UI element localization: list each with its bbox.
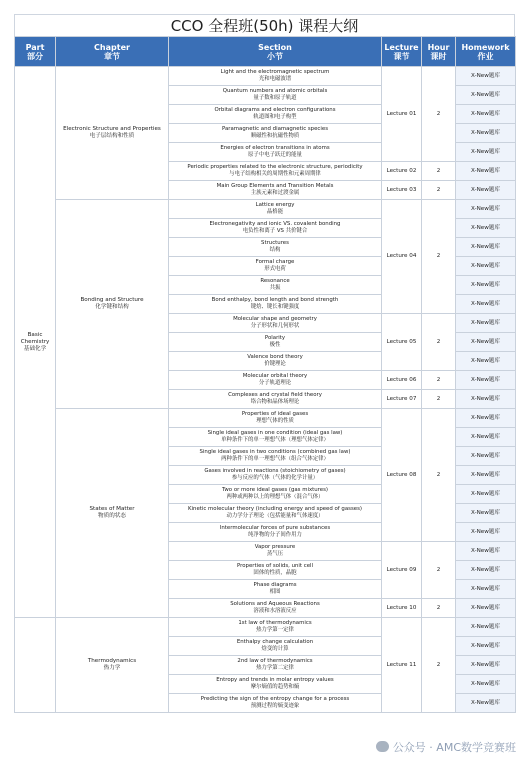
homework-cell: X-New题库	[456, 219, 516, 238]
homework-cell: X-New题库	[456, 67, 516, 86]
homework-cell: X-New题库	[456, 314, 516, 333]
lecture-cell: Lecture 08	[382, 409, 422, 542]
homework-cell: X-New题库	[456, 466, 516, 485]
homework-cell: X-New题库	[456, 162, 516, 181]
header-hour: Hour 课时	[422, 37, 456, 67]
lecture-cell: Lecture 05	[382, 314, 422, 371]
part-cell: Basic Chemistry 基础化学	[15, 67, 56, 618]
section-cell: Electronegativity and ionic VS. covalent bonding 电负性和离子 VS 共价键合	[169, 219, 382, 238]
hour-cell: 2	[422, 200, 456, 314]
section-cell: Single ideal gases in two conditions (combined gas law) 两种条件下的单一理想气体（组合气体定律）	[169, 447, 382, 466]
section-cell: Polarity 极性	[169, 333, 382, 352]
homework-cell: X-New题库	[456, 599, 516, 618]
homework-cell: X-New题库	[456, 409, 516, 428]
section-cell: Lattice energy 晶格能	[169, 200, 382, 219]
section-cell: Molecular orbital theory 分子轨道理论	[169, 371, 382, 390]
hour-cell: 2	[422, 371, 456, 390]
syllabus-table	[14, 36, 516, 713]
lecture-cell: Lecture 06	[382, 371, 422, 390]
lecture-cell: Lecture 02	[382, 162, 422, 181]
homework-cell: X-New题库	[456, 143, 516, 162]
table-row	[15, 409, 516, 428]
homework-cell: X-New题库	[456, 428, 516, 447]
homework-cell: X-New题库	[456, 390, 516, 409]
lecture-cell: Lecture 01	[382, 67, 422, 162]
homework-cell: X-New题库	[456, 542, 516, 561]
chapter-cell: States of Matter 物质的状态	[56, 409, 169, 618]
section-cell: Single ideal gases in one condition (ideal gas law) 单种条件下的单一理想气体（理想气体定律）	[169, 428, 382, 447]
section-cell: Main Group Elements and Transition Metals 主族元素和过渡金属	[169, 181, 382, 200]
homework-cell: X-New题库	[456, 447, 516, 466]
chapter-cell: Bonding and Structure 化学键和结构	[56, 200, 169, 409]
section-cell: Orbital diagrams and electron configurations 轨道图和电子构型	[169, 105, 382, 124]
homework-cell: X-New题库	[456, 694, 516, 713]
section-cell: Structures 结构	[169, 238, 382, 257]
section-cell: Predicting the sign of the entropy change for a process 预测过程的熵变迹象	[169, 694, 382, 713]
homework-cell: X-New题库	[456, 124, 516, 143]
table-row	[15, 67, 516, 86]
homework-cell: X-New题库	[456, 257, 516, 276]
hour-cell: 2	[422, 409, 456, 542]
section-cell: Periodic properties related to the electronic structure, periodicity 与电子结构相关的周期性和元素周期律	[169, 162, 382, 181]
wechat-icon	[376, 741, 389, 752]
homework-cell: X-New题库	[456, 371, 516, 390]
section-cell: Complexes and crystal field theory 络合物和晶体场理论	[169, 390, 382, 409]
section-cell: Gases involved in reactions (stoichiometry of gases) 参与反应的气体（气体的化学计量）	[169, 466, 382, 485]
homework-cell: X-New题库	[456, 485, 516, 504]
lecture-cell: Lecture 07	[382, 390, 422, 409]
lecture-cell: Lecture 04	[382, 200, 422, 314]
homework-cell: X-New题库	[456, 675, 516, 694]
hour-cell: 2	[422, 599, 456, 618]
header-section: Section 小节	[169, 37, 382, 67]
homework-cell: X-New题库	[456, 504, 516, 523]
homework-cell: X-New题库	[456, 561, 516, 580]
section-cell: Kinetic molecular theory (including energy and speed of gasses) 动力学分子理论（包括能量和气体速度）	[169, 504, 382, 523]
section-cell: Light and the electromagnetic spectrum 光和电磁波谱	[169, 67, 382, 86]
page-title: CCO 全程班(50h) 课程大纲	[14, 14, 515, 36]
homework-cell: X-New题库	[456, 295, 516, 314]
section-cell: Resonance 共振	[169, 276, 382, 295]
watermark: 公众号 · AMC数学竞赛班	[376, 739, 516, 755]
section-cell: Formal charge 形式电荷	[169, 257, 382, 276]
homework-cell: X-New题库	[456, 352, 516, 371]
header-part: Part 部分	[15, 37, 56, 67]
lecture-cell: Lecture 11	[382, 618, 422, 713]
hour-cell: 2	[422, 162, 456, 181]
section-cell: Intermolecular forces of pure substances 纯净物的分子间作用力	[169, 523, 382, 542]
lecture-cell: Lecture 03	[382, 181, 422, 200]
lecture-cell: Lecture 09	[382, 542, 422, 599]
homework-cell: X-New题库	[456, 276, 516, 295]
section-cell: Quantum numbers and atomic orbitals 量子数和原子轨道	[169, 86, 382, 105]
section-cell: Properties of solids, unit cell 固体的性质，晶胞	[169, 561, 382, 580]
section-cell: Phase diagrams 相图	[169, 580, 382, 599]
section-cell: Bond enthalpy, bond length and bond strength 键焓、键长和键强度	[169, 295, 382, 314]
section-cell: 1st law of thermodynamics 热力学第一定律	[169, 618, 382, 637]
section-cell: Paramagnetic and diamagnetic species 顺磁性和抗磁性物质	[169, 124, 382, 143]
homework-cell: X-New题库	[456, 181, 516, 200]
homework-cell: X-New题库	[456, 238, 516, 257]
chapter-cell: Thermodynamics 热力学	[56, 618, 169, 713]
section-cell: Two or more ideal gases (gas mixtures) 两种或两种以上的理想气体（混合气体）	[169, 485, 382, 504]
table-header-row	[15, 37, 516, 67]
section-cell: 2nd law of thermodynamics 热力学第二定律	[169, 656, 382, 675]
table-row	[15, 200, 516, 219]
homework-cell: X-New题库	[456, 105, 516, 124]
section-cell: Enthalpy change calculation 焓变的计算	[169, 637, 382, 656]
chapter-cell: Electronic Structure and Properties 电子层结构和性质	[56, 67, 169, 200]
section-cell: Vapor pressure 蒸气压	[169, 542, 382, 561]
homework-cell: X-New题库	[456, 618, 516, 637]
hour-cell: 2	[422, 390, 456, 409]
homework-cell: X-New题库	[456, 637, 516, 656]
homework-cell: X-New题库	[456, 333, 516, 352]
hour-cell: 2	[422, 314, 456, 371]
section-cell: Molecular shape and geometry 分子形状和几何形状	[169, 314, 382, 333]
homework-cell: X-New题库	[456, 656, 516, 675]
homework-cell: X-New题库	[456, 523, 516, 542]
section-cell: Solutions and Aqueous Reactions 溶液和水溶液反应	[169, 599, 382, 618]
header-lecture: Lecture 课节	[382, 37, 422, 67]
homework-cell: X-New题库	[456, 580, 516, 599]
header-homework: Homework 作业	[456, 37, 516, 67]
hour-cell: 2	[422, 181, 456, 200]
hour-cell: 2	[422, 618, 456, 713]
section-cell: Valence bond theory 价键理论	[169, 352, 382, 371]
section-cell: Properties of ideal gases 理想气体的性质	[169, 409, 382, 428]
lecture-cell: Lecture 10	[382, 599, 422, 618]
hour-cell: 2	[422, 542, 456, 599]
section-cell: Entropy and trends in molar entropy values 摩尔熵值的趋势和熵	[169, 675, 382, 694]
part-cell-empty	[15, 618, 56, 713]
homework-cell: X-New题库	[456, 86, 516, 105]
header-chapter: Chapter 章节	[56, 37, 169, 67]
section-cell: Energies of electron transitions in atoms 原子中电子跃迁的能量	[169, 143, 382, 162]
hour-cell: 2	[422, 67, 456, 162]
homework-cell: X-New题库	[456, 200, 516, 219]
table-row	[15, 618, 516, 637]
